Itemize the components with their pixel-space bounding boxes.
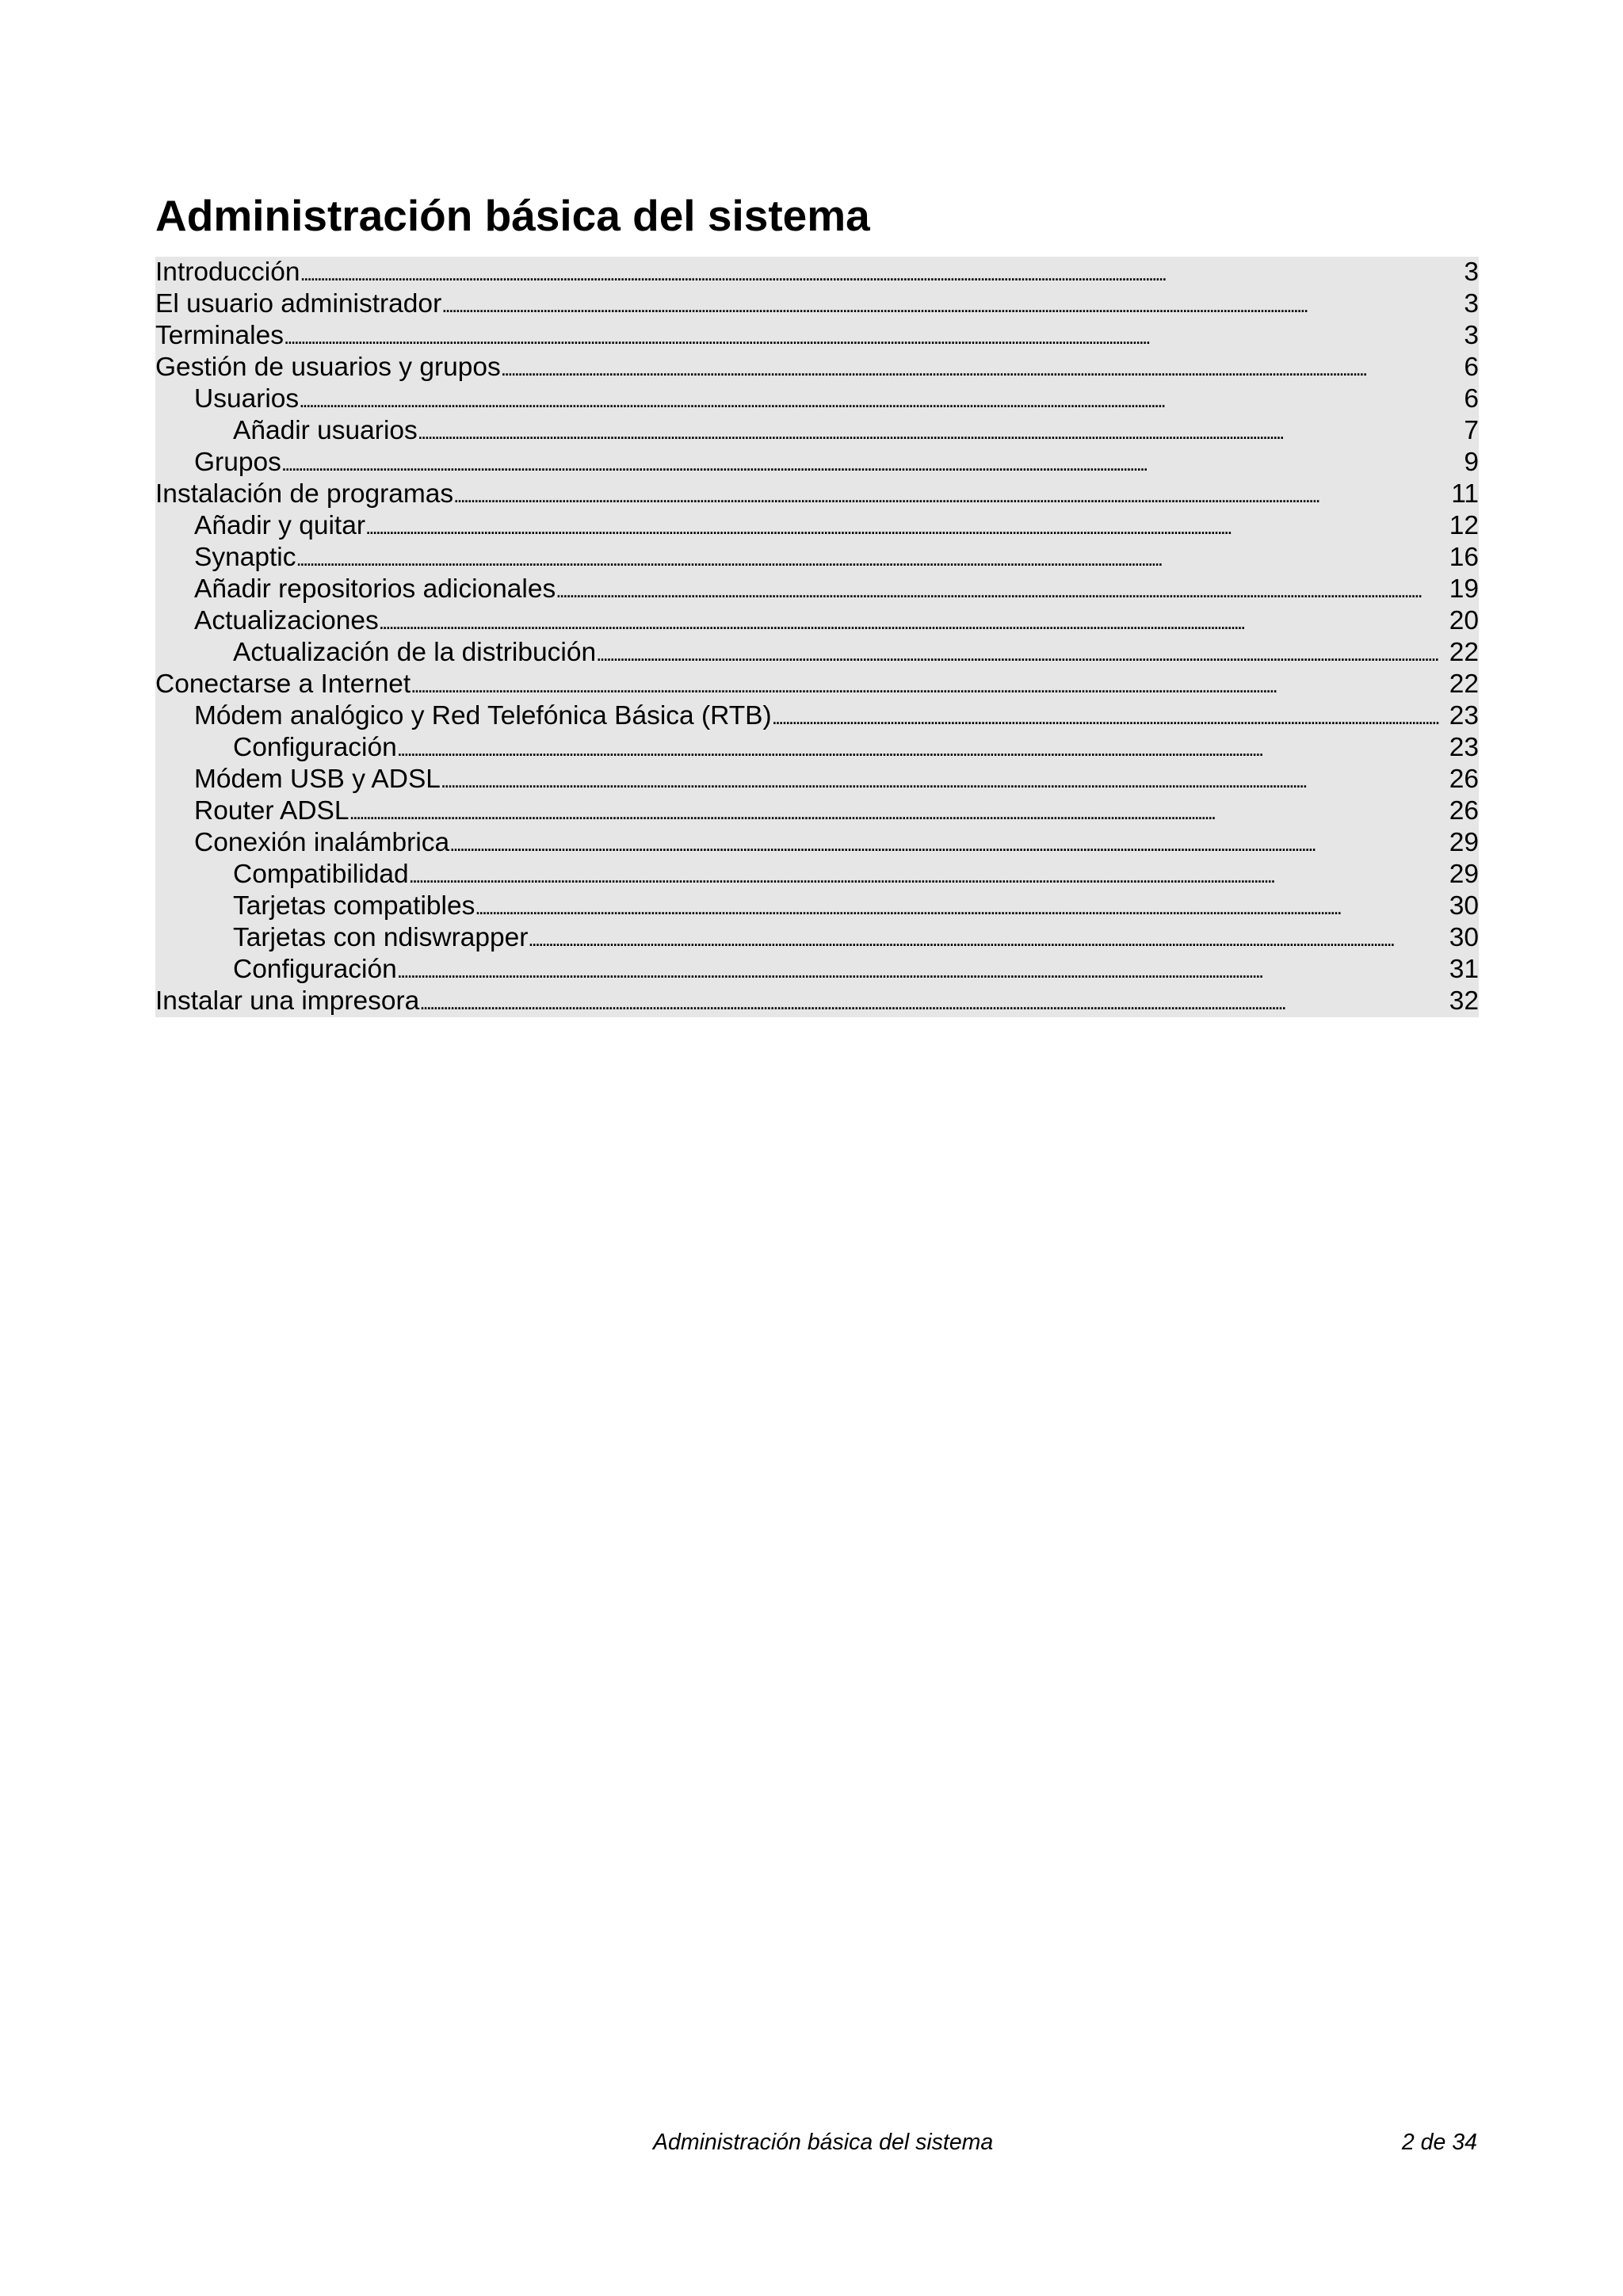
page-title: Administración básica del sistema	[155, 191, 870, 240]
toc-entry-page-number: 22	[1449, 669, 1479, 699]
toc-dot-leader	[418, 415, 1439, 447]
toc-dot-leader	[379, 605, 1439, 637]
toc-entry-page-number: 9	[1464, 448, 1479, 477]
toc-entry-page-number: 23	[1449, 733, 1479, 762]
toc-entry-title: Tarjetas compatibles	[233, 891, 475, 921]
toc-entry-title: Instalación de programas	[155, 479, 454, 509]
toc-entry[interactable]	[155, 827, 1479, 859]
toc-entry-title: Actualización de la distribución	[233, 638, 597, 667]
toc-entry-title: Gestión de usuarios y grupos	[155, 353, 501, 382]
toc-entry-page-number: 26	[1449, 765, 1479, 794]
toc-entry-page-number: 11	[1451, 479, 1479, 509]
toc-entry[interactable]	[155, 542, 1479, 574]
footer-title: Administración básica del sistema	[653, 2130, 994, 2155]
toc-entry[interactable]	[155, 859, 1479, 891]
toc-dot-leader	[556, 574, 1439, 605]
toc-dot-leader	[453, 479, 1439, 510]
toc-entry[interactable]	[155, 764, 1479, 795]
toc-entry-title: Añadir y quitar	[194, 511, 365, 540]
toc-entry[interactable]	[155, 288, 1479, 320]
toc-entry-page-number: 6	[1464, 353, 1479, 382]
toc-entry-title: Conectarse a Internet	[155, 669, 411, 699]
toc-entry-page-number: 22	[1449, 638, 1479, 667]
toc-entry-title: Módem USB y ADSL	[194, 765, 441, 794]
toc-entry-page-number: 30	[1449, 923, 1479, 952]
toc-entry-title: Configuración	[233, 955, 397, 984]
toc-dot-leader	[284, 320, 1439, 352]
toc-entry-title: Conexión inalámbrica	[194, 828, 450, 857]
toc-dot-leader	[349, 795, 1439, 827]
toc-entry-title: Añadir usuarios	[233, 416, 418, 445]
toc-entry-title: Synaptic	[194, 543, 296, 572]
toc-entry-title: Router ADSL	[194, 796, 349, 826]
toc-entry-title: Terminales	[155, 321, 284, 350]
toc-entry-page-number: 3	[1464, 257, 1479, 287]
toc-dot-leader	[296, 542, 1440, 574]
toc-dot-leader	[772, 700, 1439, 732]
toc-dot-leader	[441, 764, 1439, 795]
toc-entry[interactable]	[155, 986, 1479, 1017]
toc-entry[interactable]	[155, 954, 1479, 986]
toc-entry-page-number: 29	[1449, 860, 1479, 889]
toc-dot-leader	[397, 954, 1439, 986]
toc-entry[interactable]	[155, 795, 1479, 827]
toc-entry-title: Actualizaciones	[194, 606, 379, 635]
toc-dot-leader	[501, 352, 1439, 383]
toc-dot-leader	[365, 510, 1439, 542]
toc-entry[interactable]	[155, 383, 1479, 415]
toc-dot-leader	[475, 891, 1439, 922]
toc-dot-leader	[528, 922, 1439, 954]
toc-entry-page-number: 29	[1449, 828, 1479, 857]
toc-entry-page-number: 3	[1464, 289, 1479, 318]
toc-entry[interactable]	[155, 732, 1479, 764]
toc-entry-page-number: 26	[1449, 796, 1479, 826]
toc-dot-leader	[281, 447, 1439, 479]
toc-entry[interactable]	[155, 320, 1479, 352]
toc-entry[interactable]	[155, 700, 1479, 732]
toc-entry-page-number: 6	[1464, 384, 1479, 414]
toc-entry[interactable]	[155, 510, 1479, 542]
toc-entry[interactable]	[155, 574, 1479, 605]
toc-entry-title: Grupos	[194, 448, 281, 477]
toc-entry-page-number: 32	[1449, 986, 1479, 1016]
toc-entry-title: El usuario administrador	[155, 289, 442, 318]
toc-entry-page-number: 20	[1449, 606, 1479, 635]
footer-page-indicator: 2 de 34	[1401, 2130, 1477, 2155]
toc-entry-title: Introducción	[155, 257, 300, 287]
toc-entry-page-number: 30	[1449, 891, 1479, 921]
toc-entry[interactable]	[155, 922, 1479, 954]
toc-entry-page-number: 7	[1464, 416, 1479, 445]
toc-entry-page-number: 19	[1449, 574, 1479, 604]
toc-entry-title: Instalar una impresora	[155, 986, 420, 1016]
toc-dot-leader	[300, 257, 1440, 288]
toc-entry-title: Usuarios	[194, 384, 300, 414]
toc-entry-page-number: 12	[1449, 511, 1479, 540]
toc-entry[interactable]	[155, 479, 1479, 510]
toc-entry[interactable]	[155, 891, 1479, 922]
toc-dot-leader	[411, 669, 1439, 700]
toc-dot-leader	[419, 986, 1439, 1017]
toc-entry[interactable]	[155, 415, 1479, 447]
toc-dot-leader	[596, 637, 1439, 669]
toc-entry[interactable]	[155, 257, 1479, 288]
toc-dot-leader	[299, 383, 1439, 415]
toc-dot-leader	[409, 859, 1439, 891]
toc-entry-page-number: 31	[1449, 955, 1479, 984]
toc-entry-page-number: 16	[1449, 543, 1479, 572]
toc-entry-page-number: 3	[1464, 321, 1479, 350]
toc-entry[interactable]	[155, 352, 1479, 383]
toc-entry[interactable]	[155, 605, 1479, 637]
table-of-contents	[155, 257, 1479, 1017]
toc-entry-page-number: 23	[1449, 701, 1479, 730]
toc-entry-title: Compatibilidad	[233, 860, 409, 889]
toc-entry-title: Tarjetas con ndiswrapper	[233, 923, 529, 952]
toc-entry[interactable]	[155, 669, 1479, 700]
toc-dot-leader	[397, 732, 1439, 764]
toc-entry[interactable]	[155, 637, 1479, 669]
toc-entry-title: Configuración	[233, 733, 397, 762]
toc-entry-title: Añadir repositorios adicionales	[194, 574, 556, 604]
toc-dot-leader	[449, 827, 1439, 859]
toc-dot-leader	[441, 288, 1439, 320]
toc-entry[interactable]	[155, 447, 1479, 479]
toc-entry-title: Módem analógico y Red Telefónica Básica (RTB)	[194, 701, 772, 730]
